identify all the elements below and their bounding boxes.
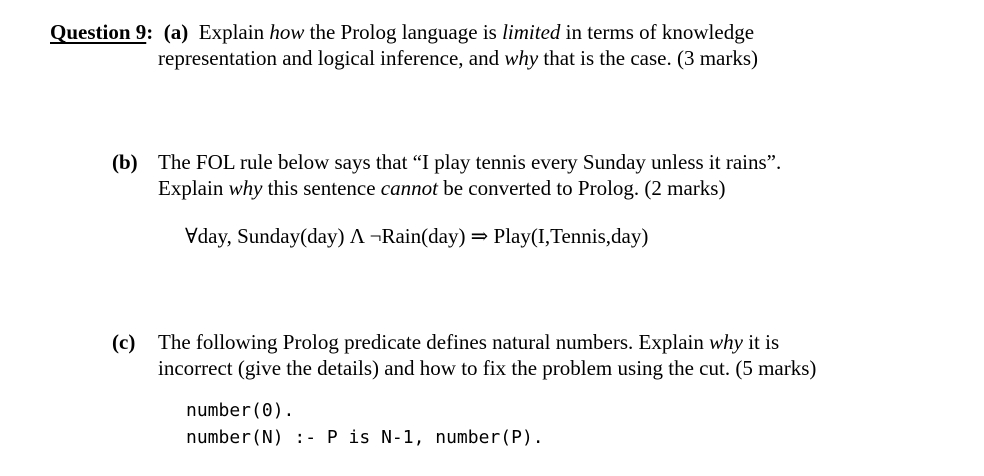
text-run: Explain xyxy=(198,20,270,44)
question-label: Question 9 xyxy=(50,20,147,44)
part-c-label: (c) xyxy=(112,330,136,354)
text-run: it is xyxy=(742,330,780,354)
text-run: this sentence xyxy=(262,176,381,200)
prolog-code-line-1: number(0). xyxy=(186,400,295,421)
italic-emphasis: cannot xyxy=(380,176,438,200)
part-b-text-line-2 xyxy=(158,175,725,201)
italic-emphasis: why xyxy=(228,176,263,200)
italic-emphasis: how xyxy=(269,20,305,44)
text-run: the Prolog language is xyxy=(304,20,503,44)
prolog-code-line-2: number(N) :- P is N-1, number(P). xyxy=(186,427,544,448)
text-run: in terms of knowledge xyxy=(560,20,755,44)
part-c-text-line-1 xyxy=(158,330,779,354)
text-run: representation and logical inference, and xyxy=(158,46,505,70)
question-header-line xyxy=(50,19,754,45)
fol-formula: ∀day, Sunday(day) Λ ¬Rain(day) ⇒ Play(I,Tennis,day) xyxy=(185,224,649,248)
part-b-text-line-1 xyxy=(158,150,781,174)
part-c-line-1 xyxy=(112,329,779,355)
italic-emphasis: why xyxy=(709,330,743,354)
part-b-label: (b) xyxy=(112,150,138,174)
italic-emphasis: limited xyxy=(502,20,561,44)
text-run: The following Prolog predicate defines natural numbers. Explain xyxy=(158,330,710,354)
part-a-text-line-1 xyxy=(199,20,754,44)
text-run: that is the case. (3 marks) xyxy=(538,46,759,70)
part-a-label: (a) xyxy=(163,20,189,44)
part-b-line-1 xyxy=(112,149,781,175)
text-run: The FOL rule below says that “I play tennis every Sunday unless it rains”. xyxy=(158,150,782,174)
part-c-text-line-2 xyxy=(158,355,816,381)
text-run: incorrect (give the details) and how to fix the problem using the cut. (5 marks) xyxy=(158,356,817,380)
text-run: be converted to Prolog. (2 marks) xyxy=(437,176,726,200)
text-run: Explain xyxy=(158,176,229,200)
part-a-text-line-2 xyxy=(158,45,758,71)
question-colon: : xyxy=(146,20,154,44)
italic-emphasis: why xyxy=(504,46,539,70)
